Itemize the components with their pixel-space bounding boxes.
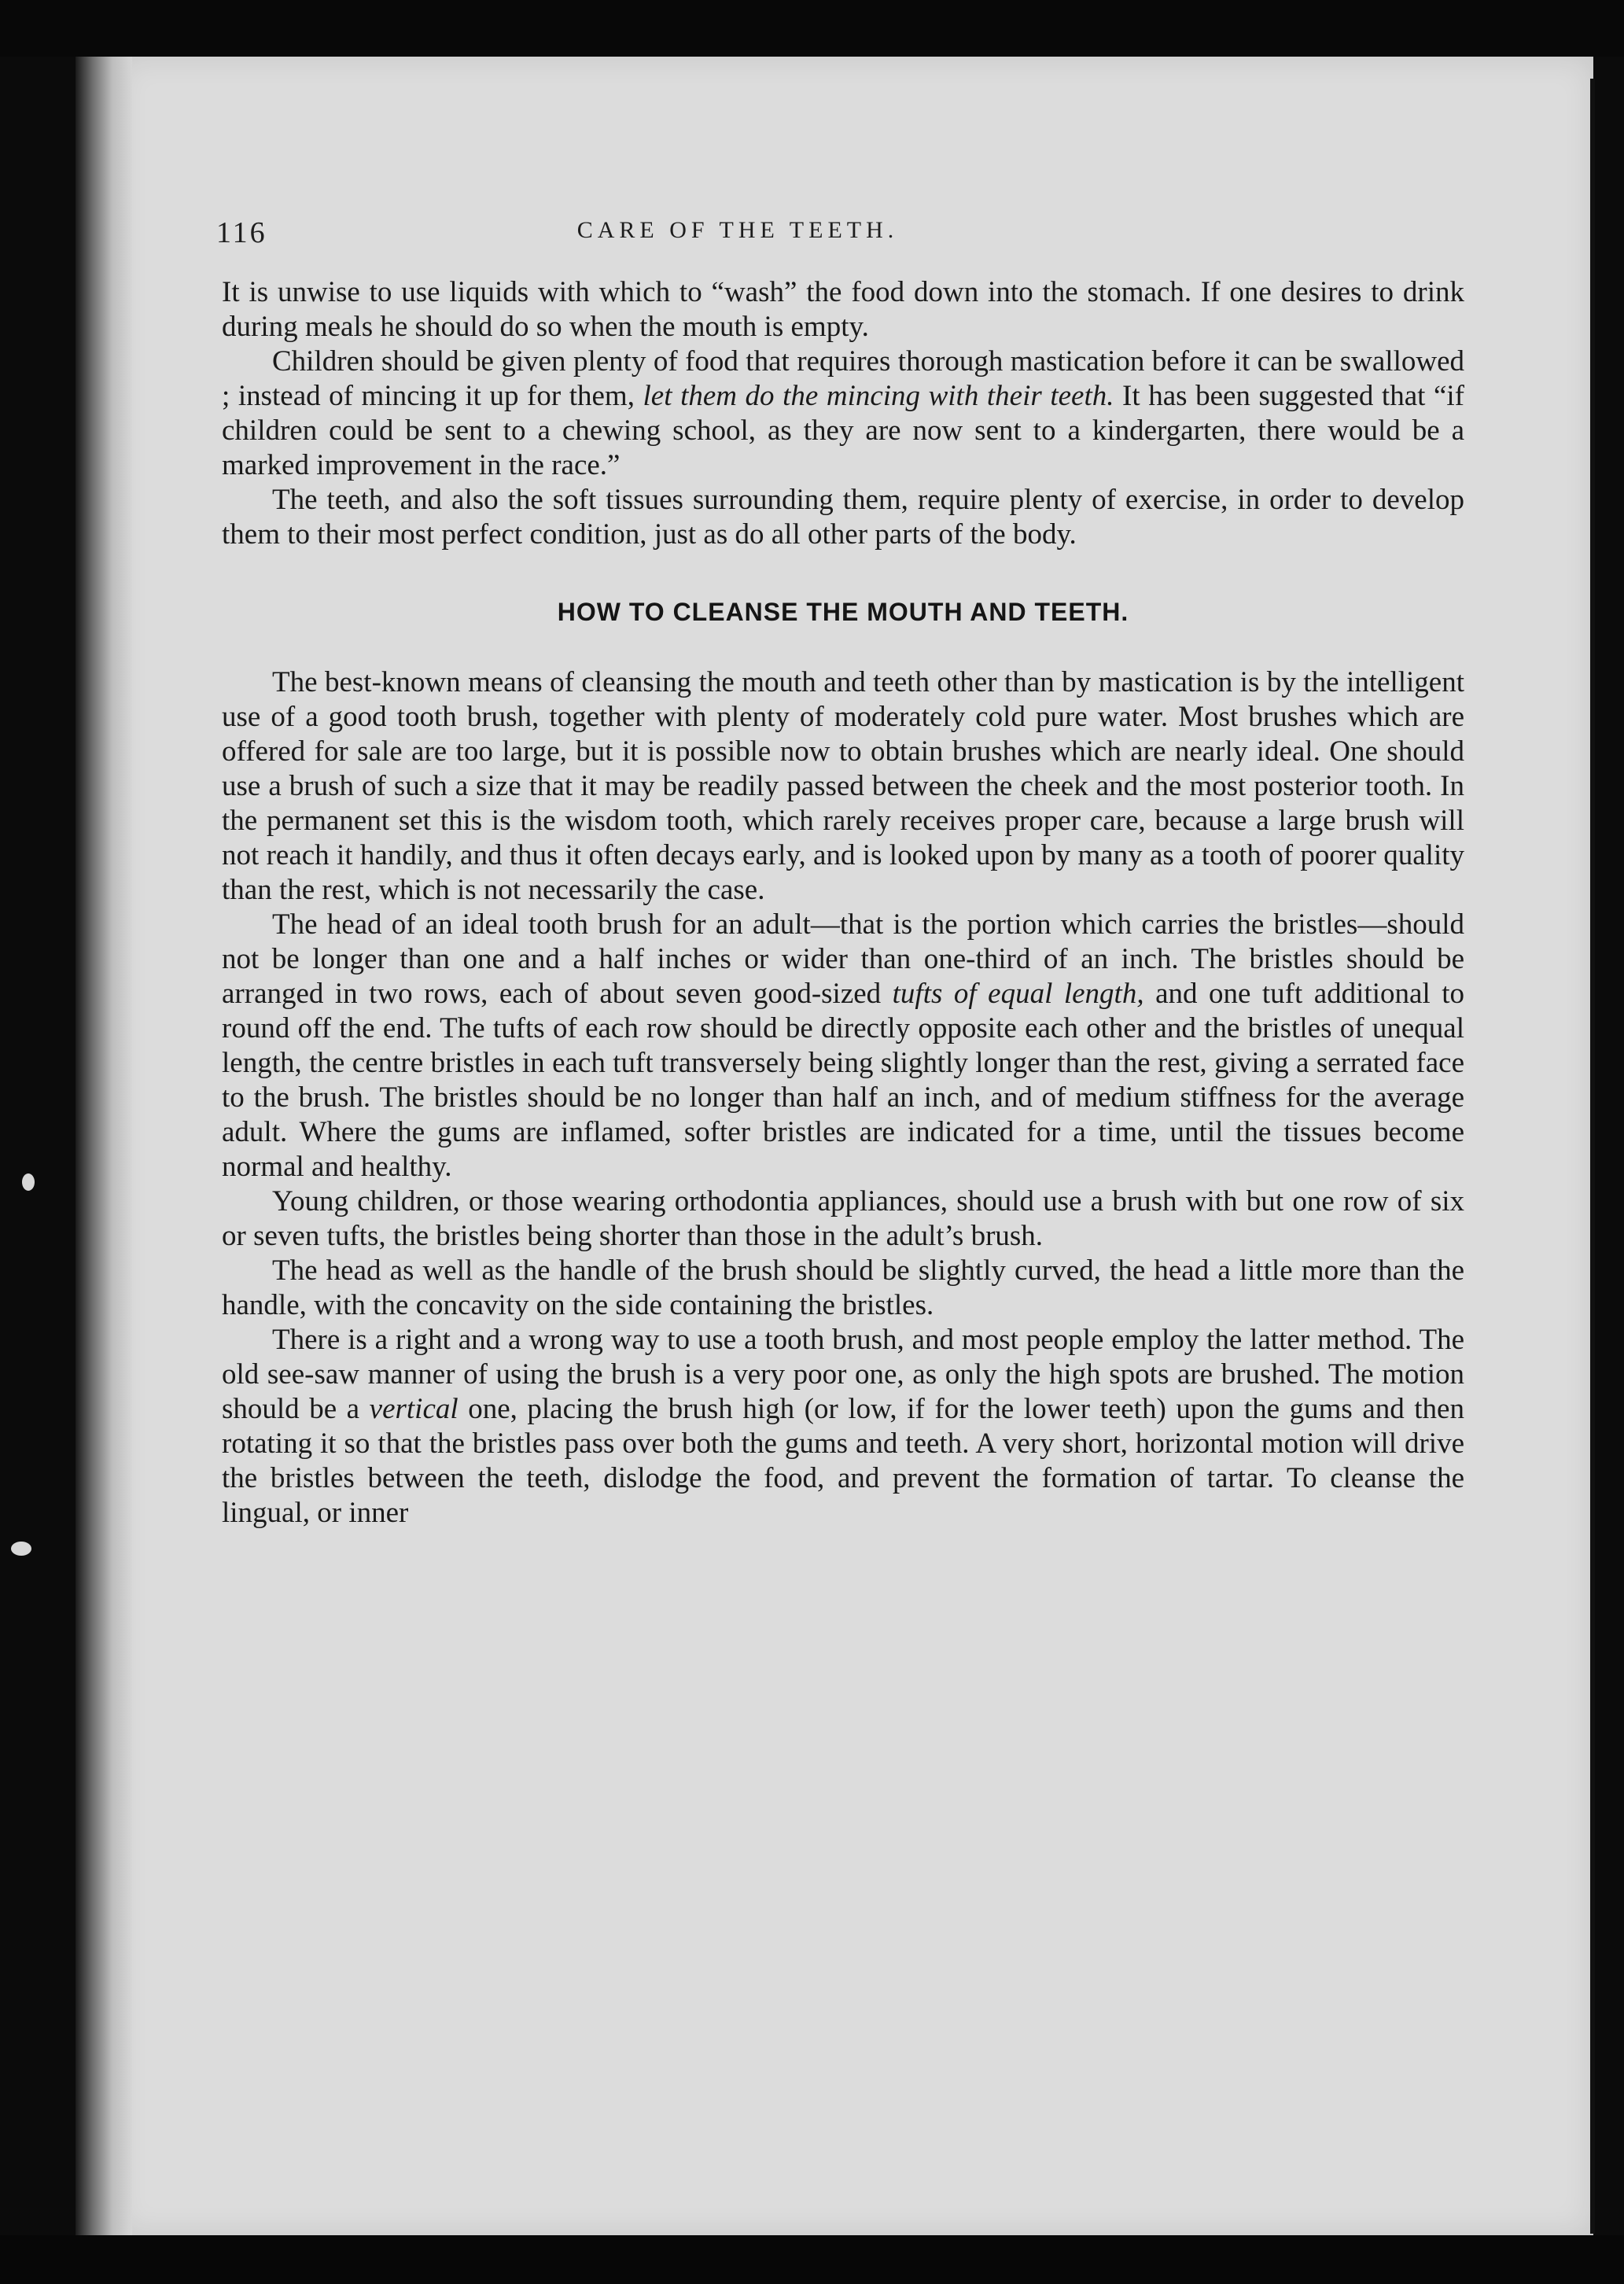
text-run: and one tuft additional to round off the end. The tufts of each row should be directly opposite each other and the bristles of unequal length, the centre bristles in each tuft transversely being slightly longer than the rest, giving a serrated face to the brush. The bristles should be no longer than half an inch, and of medium stiffness for the average adult. Where the gums are inflamed, softer bristles are indicated for a time, until the tissues become normal and healthy. [222,978,1464,1183]
right-edge-rule [1590,79,1595,2234]
paragraph [222,908,1464,1184]
page-body [222,275,1464,1531]
paragraph: The teeth, and also the soft tissues surrounding them, require plenty of exercise, in order to develop them to their most perfect condition, just as do all other parts of the body. [222,484,1464,551]
italic-text: let them do the mincing with their teeth. [643,380,1114,412]
scan-bottom-margin [0,2235,1624,2284]
section-heading: HOW TO CLEANSE THE MOUTH AND TEETH. [557,598,1129,626]
italic-text: tufts of equal length, [892,978,1144,1010]
paragraph: The best-known means of cleansing the mouth and teeth other than by mastication is by the intelligent use of a good tooth brush, together with plenty of moderately cold pure water. Most brushes which are offered for sale are too large, but it is possible now to obtain brushes which are nearly ideal. One should use a brush of such a size that it may be readily passed between the cheek and the most posterior tooth. In the permanent set this is the wisdom tooth, which rarely receives proper care, because a large brush will not reach it handily, and thus it often decays early, and is looked upon by many as a tooth of poorer quality than the rest, which is not necessarily the case. [222,666,1464,906]
text-run: The head of an ideal tooth brush for an adult—that is the portion which carries the bristles—should not be longer than one and a half inches or wider than one-third of an inch. The bristles should be arranged in two rows, each of about seven good-sized [222,908,1464,1010]
page-header [0,211,1624,258]
page-gutter-shadow [75,57,132,2235]
running-head: CARE OF THE TEETH. [576,217,899,243]
scan-top-margin [0,0,1624,57]
paragraph: Young children, or those wearing orthodontia appliances, should use a brush with but one row of six or seven tufts, the bristles being shorter than those in the adult’s brush. [222,1185,1464,1252]
scan-speck [11,1542,31,1556]
text-run: It has been suggested that “if children could be sent to a chewing school, as they are now sent to a kindergarten, there would be a marked improvement in the race.” [222,380,1464,481]
paragraph [222,1323,1464,1531]
text-run: one, placing the brush high (or low, if for the lower teeth) upon the gums and then rotating it so that the bristles pass over both the gums and teeth. A very short, horizontal motion will drive the bristles between the teeth, dislodge the food, and prevent the formation of tartar. To cleanse the lingual, or inner [222,1393,1464,1529]
italic-text: vertical [369,1393,458,1425]
paragraph: The head as well as the handle of the brush should be slightly curved, the head a little more than the handle, with the concavity on the side containing the bristles. [222,1254,1464,1321]
text-run: Children should be given plenty of food that requires thorough mastication before it can be swallowed ; instead of mincing it up for them, [222,345,1464,412]
paragraph [222,344,1464,483]
page-number: 116 [216,216,267,249]
paragraph: It is unwise to use liquids with which to “wash” the food down into the stomach. If one desires to drink during meals he should do so when the mouth is empty. [222,276,1464,343]
scan-speck [22,1173,35,1191]
text-run: There is a right and a wrong way to use a tooth brush, and most people employ the latter method. The old see-saw manner of using the brush is a very poor one, as only the high spots are brushed. The motion should be a [222,1324,1464,1425]
